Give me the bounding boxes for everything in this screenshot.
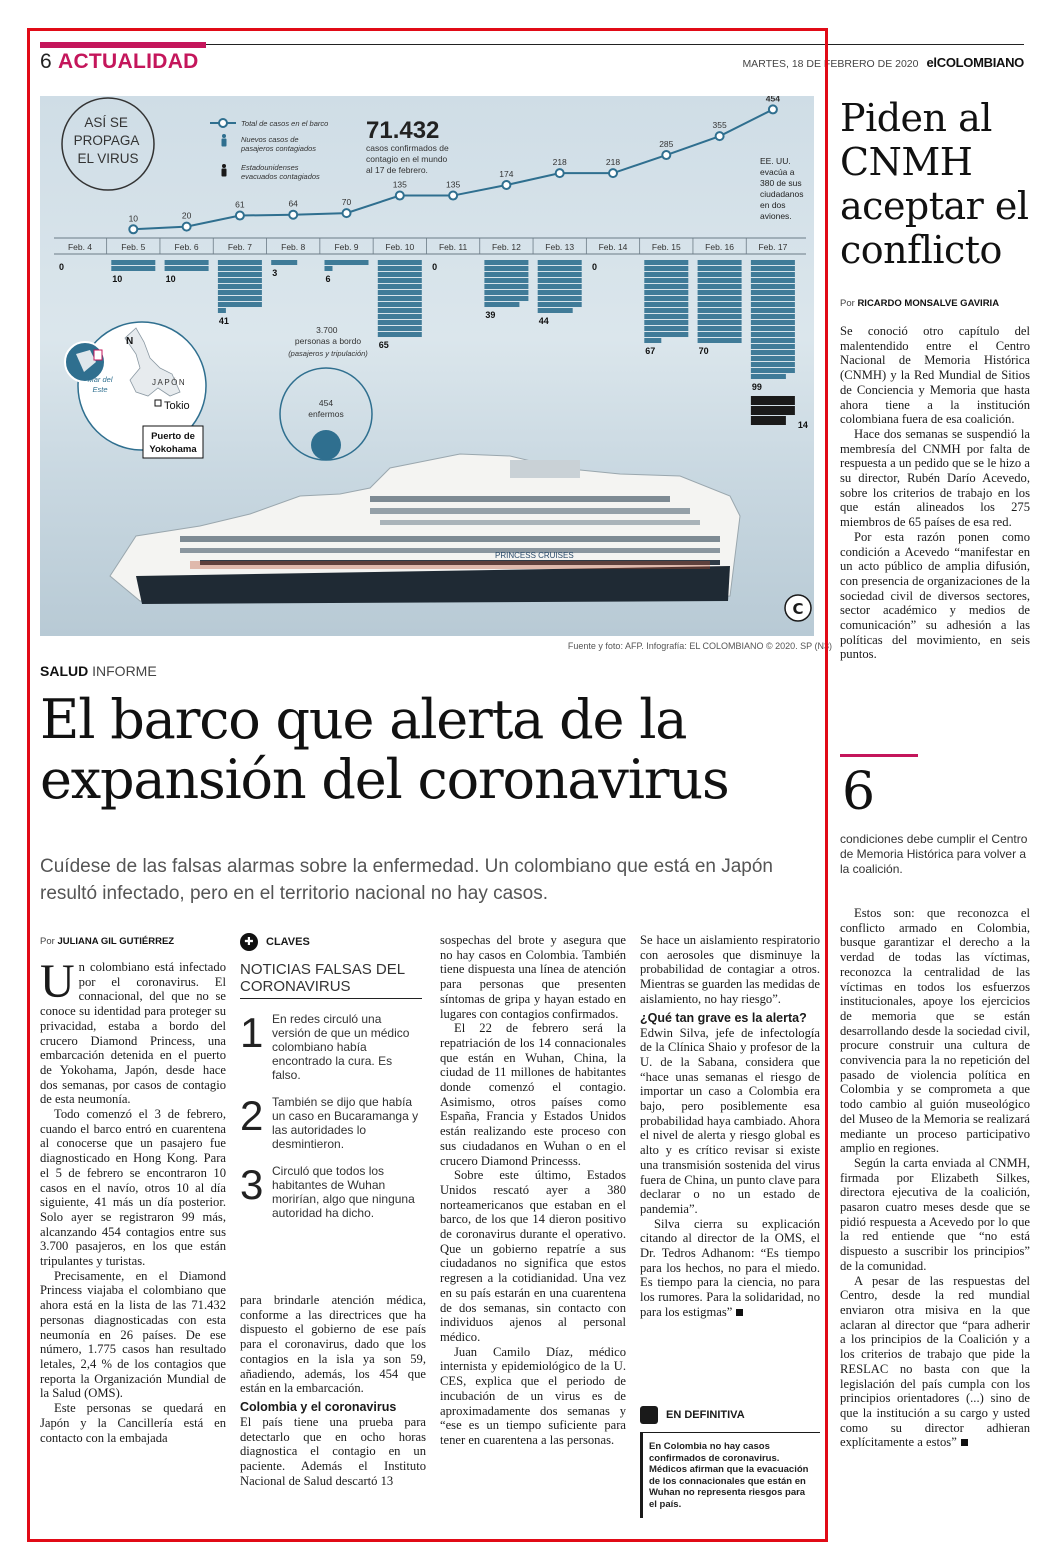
total-cases-point [502, 181, 510, 189]
article-paragraph: Se hace un aislamiento respiratorio con aerosoles que disminuye la probabilidad de contagiar a otros. Mientras se guarden las medidas de aislamiento, no hay riesgo”. [640, 933, 820, 1006]
new-cases-label: 67 [645, 346, 656, 356]
us-evacuee-icon-row [751, 416, 786, 425]
total-cases-label: 355 [712, 120, 727, 131]
people-icon-row [538, 260, 582, 265]
article-subhead: Colombia y el coronavirus [240, 1399, 397, 1414]
total-cases-point [449, 192, 457, 200]
people-icon-row [751, 260, 795, 265]
photo-credit: Fuente y foto: AFP. Infografía: EL COLOMBIANO © 2020. SP (N3) [567, 641, 832, 651]
total-cases-label: 70 [341, 197, 352, 208]
people-icon-row [751, 278, 795, 283]
people-icon-row [644, 296, 688, 301]
people-icon-row [698, 338, 742, 343]
date-tick-label: Feb. 12 [491, 242, 521, 252]
people-icon-row [378, 320, 422, 325]
sidebar-big-number: 6 [842, 762, 876, 822]
date-tick-label: Feb. 9 [334, 242, 359, 252]
new-cases-column [378, 260, 422, 337]
en-definitiva-box [640, 1406, 820, 1518]
article-column-4 [640, 933, 820, 1320]
people-icon-row [218, 284, 262, 289]
section-accent-bar [40, 42, 206, 48]
japan-map [65, 322, 206, 458]
people-icon-row [644, 320, 688, 325]
people-icon-row [644, 260, 688, 265]
infographic-canvas [40, 96, 814, 636]
new-cases-column [271, 260, 297, 265]
people-icon-row [751, 272, 795, 277]
new-cases-label: 3 [272, 268, 278, 278]
people-icon-row [484, 290, 528, 295]
port-label: Puerto de Yokohama [149, 431, 197, 455]
people-icon-row [698, 260, 742, 265]
legend-total-marker [219, 119, 227, 127]
date-tick-label: Feb. 15 [651, 242, 681, 252]
new-cases-column [751, 260, 795, 379]
people-icon-row [378, 314, 422, 319]
sidebar-column-bottom [840, 906, 1030, 1450]
people-icon-row [644, 314, 688, 319]
people-icon-row [751, 326, 795, 331]
summary-badge-icon [640, 1406, 658, 1424]
header-rule [206, 44, 1024, 45]
date-tick-label: Feb. 16 [705, 242, 735, 252]
date-tick-label: Feb. 14 [598, 242, 628, 252]
new-cases-column [538, 260, 582, 313]
article-paragraph: Un colombiano está infectado por el coronavirus. El connacional, del que no se conoce su identidad para proteger su privacidad, estaba a bordo del crucero Diamond Princess, una embarcación detenida en el puerto de Yokohama, Japón, desde hace dos semanas, por casos de contagio de esta neumonía. [40, 955, 226, 1107]
person-icon-dark [222, 164, 227, 177]
people-icon-row [698, 296, 742, 301]
total-cases-point [183, 223, 191, 231]
date-tick-label: Feb. 11 [438, 242, 468, 252]
graphic-title: ASÍ SE PROPAGA EL VIRUS [73, 115, 139, 166]
ship-name: PRINCESS CRUISES [495, 551, 574, 560]
people-icon-row [378, 308, 422, 313]
date-tick-label: Feb. 17 [758, 242, 788, 252]
people-icon-row [484, 278, 528, 283]
total-cases-label: 135 [392, 179, 407, 190]
legend [210, 119, 328, 181]
people-icon-row [644, 332, 688, 337]
people-icon-row [698, 266, 742, 271]
page-number: 6 [40, 50, 52, 73]
people-icon-row [751, 314, 795, 319]
sidebar-big-number-note: condiciones debe cumplir el Centro de Memoria Histórica para volver a la coalición. [840, 832, 1028, 876]
people-icon-row [644, 302, 688, 307]
en-definitiva-tag: EN DEFINITIVA [640, 1406, 820, 1424]
article-paragraph: sospechas del brote y asegura que no hay casos en Colombia. También tiene dispuesta una línea de atención para personas que presenten síntomas de gripa y hayan estado en lugares con contagios confirmados. [440, 933, 626, 1021]
people-icon-row [218, 296, 262, 301]
date-tick-label: Feb. 8 [281, 242, 306, 252]
people-icon-row [378, 302, 422, 307]
new-cases-label: 44 [538, 316, 549, 326]
people-icon-row [378, 284, 422, 289]
total-cases-point [556, 169, 564, 177]
total-cases-point [769, 105, 777, 113]
total-cases-label: 64 [288, 198, 298, 209]
total-cases-label: 218 [605, 157, 621, 168]
people-icon-row [644, 308, 688, 313]
total-cases-point [716, 132, 724, 140]
people-icon-row [378, 326, 422, 331]
people-icon-row [751, 290, 795, 295]
date-tick-label: Feb. 5 [121, 242, 146, 252]
total-cases-label: 61 [235, 199, 245, 210]
claves-item: 3 Circuló que todos los habitantes de Wuhan morirían, algo que ninguna autoridad ha dicho. [240, 1161, 415, 1220]
sidebar-accent-rule [840, 754, 918, 757]
world-cases-number: 71.432 [366, 117, 440, 144]
people-icon-row [218, 260, 262, 265]
sidebar-column-top [840, 298, 1030, 662]
sick-number: 454 [318, 398, 334, 408]
people-icon-row [751, 266, 795, 271]
people-icon-row [484, 284, 528, 289]
issue-date: MARTES, 18 DE FEBRERO DE 2020 [742, 58, 919, 70]
date-tick-label: Feb. 7 [227, 242, 252, 252]
newspaper-brand: elCOLOMBIANO [926, 55, 1024, 70]
people-icon-row [644, 278, 688, 283]
people-icon-row [378, 296, 422, 301]
sidebar-paragraph: Hace dos semanas se suspendió la membresía del CNMH por falta de respuesta a un pedido que se le hizo a su director, Rubén Darío Acevedo, sobre los criterios de trabajo en los que están alineados los 275 miembros de 65 países de esa red. [840, 426, 1030, 530]
people-icon-row [218, 266, 262, 271]
people-icon-row [218, 302, 262, 307]
total-cases-point [289, 211, 297, 219]
people-icon-row [698, 314, 742, 319]
people-icon-row [751, 362, 795, 367]
people-icon-row [698, 284, 742, 289]
key-badge-icon: ✚ [240, 933, 258, 951]
us-evacuation-note: EE. UU. evacúa a 380 de sus ciudadanos en dos aviones. [760, 156, 804, 221]
total-cases-label: 218 [552, 157, 567, 168]
people-icon-row [484, 272, 528, 277]
world-cases-text: casos confirmados de contagio en el mundo al 17 de febrero. [366, 143, 449, 175]
new-cases-column [111, 260, 155, 271]
people-icon-row [751, 338, 795, 343]
total-cases-label: 174 [499, 169, 514, 180]
people-icon-row [698, 290, 742, 295]
new-cases-label: 99 [751, 382, 762, 392]
legend-us-label: Estadounidenses evacuados contagiados [241, 163, 320, 181]
article-paragraph: Todo comenzó el 3 de febrero, cuando el barco entró en cuarentena al conocerse que un pasajero fue diagnosticado en Hong Kong. Para el 5 de febrero se encontraron 10 casos en el navío, otros 10 al día siguiente, 41 más un día posterior. Solo ayer se registraron 99 más, alcanzando 454 contagios entre sus 3.700 pasajeros, en los que están tripulantes y turistas. [40, 1107, 226, 1269]
new-cases-label: 41 [218, 316, 229, 326]
section-label [40, 50, 199, 74]
kicker-type: INFORME [92, 663, 157, 679]
article-byline: Por JULIANA GIL GUTIÉRREZ [40, 936, 175, 947]
sidebar-paragraph: Estos son: que reconozca el conflicto armado en Colombia, busque garantizar el derecho a la verdad de todas las víctimas, reconozca la centralidad de las víctimas en todos los esfuerzos institucionales, apoye los ejercicios de memoria que se están desarrollando desde la sociedad civil, procure construir una cultura de convivencia para la no repetición del pasado de violencia política en Colombia y se comprometa a que todo cambio al guión museológico del Museo de la Memoria se realizará mediante un proceso participativo amplio en regiones. [840, 906, 1030, 1156]
dateline [742, 56, 1024, 71]
date-tick-label: Feb. 13 [545, 242, 575, 252]
cruise-ship-illustration [110, 454, 740, 604]
article-deck: Cuídese de las falsas alarmas sobre la enfermedad. Un colombiano que está en Japón resultó infectado, pero en el territorio nacional no hay casos. [40, 856, 773, 904]
article-kicker [40, 663, 157, 679]
people-icon-row [698, 320, 742, 325]
people-icon-row [538, 290, 582, 295]
people-icon-row [644, 272, 688, 277]
people-icon-row [484, 266, 528, 271]
sick-circle [311, 430, 341, 460]
city-label: Tokio [164, 400, 190, 412]
people-icon-row [751, 332, 795, 337]
new-cases-label: 6 [325, 274, 331, 284]
legend-total-label: Total de casos en el barco [241, 119, 329, 128]
new-cases-column [218, 260, 262, 313]
new-cases-label: 10 [112, 274, 123, 284]
people-icon-row [751, 344, 795, 349]
total-cases-point [236, 212, 244, 220]
people-icon-row [751, 302, 795, 307]
people-icon-row [644, 326, 688, 331]
people-icon-row [165, 266, 209, 271]
claves-title: NOTICIAS FALSAS DEL CORONAVIRUS [240, 961, 422, 999]
total-cases-label: 285 [659, 139, 674, 150]
people-icon-row [538, 302, 582, 307]
claves-item: 1 En redes circuló una versión de que un médico colombiano había encontrado la cura. Es falso. [240, 1009, 410, 1082]
people-icon-row [644, 338, 661, 343]
person-icon [222, 134, 227, 147]
people-icon-row [378, 260, 422, 265]
us-evacuee-icon-row [751, 396, 795, 405]
total-cases-label: 10 [128, 213, 139, 224]
people-icon-row [484, 296, 528, 301]
sidebar-paragraph: Por esta razón ponen como condición a Acevedo “manifestar en un acto público de amplia difusión, con presencia de organizaciones de la sociedad civil de diversos sectores, sector académico y medios de comunicación” su adhesión a las políticas del movimiento, en seis puntos. [840, 529, 1030, 662]
date-tick-label: Feb. 10 [385, 242, 415, 252]
people-icon-row [484, 260, 528, 265]
people-icon-row [111, 260, 155, 265]
people-icon-row [698, 326, 742, 331]
new-cases-label: 10 [165, 274, 176, 284]
people-icon-row [698, 272, 742, 277]
people-icon-row [751, 368, 795, 373]
logo-letter: C [792, 600, 804, 618]
total-cases-line [133, 109, 773, 229]
article-column-1 [40, 936, 226, 1445]
end-mark-icon [736, 1309, 743, 1316]
new-cases-label: 0 [432, 262, 438, 272]
total-cases-label: 454 [765, 96, 780, 104]
people-icon-row [484, 302, 519, 307]
people-icon-row [378, 272, 422, 277]
article-column-2 [240, 1293, 426, 1488]
new-cases-column [325, 260, 369, 271]
sidebar-paragraph: Se conoció otro capítulo del malentendido entre el Centro Nacional de Memoria Histórica (CNMH) y la Red Mundial de Sitios de Conciencia y Memoria que hasta ahora tiene a la institución colombiana fuera de esa coalición. [840, 324, 1030, 427]
legend-new-label: Nuevos casos de pasajeros contagiados [241, 135, 317, 153]
new-cases-label: 70 [698, 346, 709, 356]
article-paragraph: Este personas se quedará en Japón y la Cancillería está en contacto con la embajada [40, 1401, 226, 1445]
sidebar-paragraph: Según la carta enviada al CNMH, firmada por Elizabeth Silkes, directora ejecutiva de la coalición, pasaron cuatro meses desde que se pidió respuesta a Acevedo por lo que la red entiende que “no está dispuesto a suscribir los principios” de la comunidad. [840, 1155, 1030, 1273]
city-marker [155, 400, 161, 406]
country-label: JAPÓN [152, 378, 187, 387]
section-name: ACTUALIDAD [57, 50, 199, 73]
article-paragraph: para brindarle atención médica, conforme a las directrices que ha dispuesto el gobierno de ese país para el coronavirus, dado que los contagios en la isla ya son 59, añadiendo, además, los 454 que están en la embarcación. [240, 1293, 426, 1396]
sidebar-headline: Piden al CNMH aceptar el conflicto [840, 96, 1029, 272]
people-icon-row [218, 290, 262, 295]
people-icon-row [751, 308, 795, 313]
total-cases-point [343, 209, 351, 217]
people-icon-row [751, 320, 795, 325]
total-cases-point [609, 169, 617, 177]
article-paragraph: El 22 de febrero será la repatriación de los 14 connacionales que están en Wuhan, China, la ciudad de 11 millones de habitantes donde comenzó el contagio. Asimismo, otros países como España, Francia y Estados Unidos están realizando este proceso con sus ciudadanos en Wuhan o en el crucero Diamond Princesss. [440, 1021, 626, 1168]
people-icon-row [538, 278, 582, 283]
total-cases-point [396, 192, 404, 200]
us-evacuees-label: 14 [797, 420, 808, 430]
new-cases-label: 39 [485, 310, 496, 320]
people-icon-row [644, 284, 688, 289]
article-paragraph: Juan Camilo Díaz, médico internista y epidemiológico de la U. CES, explica que el periodo de incubación de un virus es de aproximadamente dos semanas y “ese es un tiempo suficiente para tener en cuarentena a las personas. [440, 1344, 626, 1447]
people-icon-row [751, 356, 795, 361]
people-icon-row [698, 332, 742, 337]
article-paragraph: Edwin Silva, jefe de infectología de la Clínica Shaio y profesor de la U. de la Sabana, considera que “hace unas semanas el riesgo de importar un caso a Colombia era bajo, pero posiblemente esa probabilidad haya cambiado. Ahora el nivel de alerta y riesgo global es alto y es crítico revisar si existe una transmisión sostenida del virus fuera de China, un punto clave para declarar o no un estado de pandemia”. [640, 1025, 820, 1216]
new-cases-label: 65 [378, 340, 389, 350]
sea-label: Mar del Este [87, 375, 113, 394]
people-icon-row [698, 302, 742, 307]
article-headline: El barco que alerta de la expansión del coronavirus [40, 688, 729, 811]
people-icon-row [698, 308, 742, 313]
people-icon-row [111, 266, 155, 271]
people-icon-row [751, 284, 795, 289]
drop-cap: U [40, 955, 75, 1008]
new-cases-column [644, 260, 688, 343]
north-indicator: N [126, 336, 134, 347]
people-icon-row [378, 266, 422, 271]
people-icon-row [538, 284, 582, 289]
people-icon-row [378, 278, 422, 283]
new-cases-label: 0 [59, 262, 65, 272]
sick-label: enfermos [308, 409, 344, 419]
total-cases-point [662, 151, 670, 159]
people-icon-row [644, 266, 688, 271]
people-icon-row [218, 308, 226, 313]
en-definitiva-text: En Colombia no hay casos confirmados de coronavirus. Médicos afirman que la evacuación de los connacionales que están en Wuhan no representa riesgos para el país. [640, 1432, 820, 1518]
people-icon-row [644, 290, 688, 295]
people-icon-row [378, 332, 422, 337]
people-aboard-label: 3.700 personas a bordo [294, 325, 362, 346]
article-paragraph: El país tiene una prueba para detectarlo que en ocho horas diagnostica el contagio en un paciente. Además el Instituto Nacional de Salud descartó 13 [240, 1414, 426, 1488]
end-mark-icon [961, 1439, 968, 1446]
kicker-section: SALUD [40, 663, 89, 679]
people-icon-row [218, 278, 262, 283]
total-cases-point [129, 225, 137, 233]
people-aboard-sub: (pasajeros y tripulación) [288, 349, 368, 358]
claves-box [240, 933, 422, 1288]
people-icon-row [325, 266, 333, 271]
new-cases-column [165, 260, 209, 271]
people-icon-row [218, 272, 262, 277]
people-icon-row [165, 260, 209, 265]
people-icon-row [751, 296, 795, 301]
sidebar-paragraph: A pesar de las respuestas del Centro, desde la red mundial enviaron otra misiva en la que aclaran al director que “para adherir a los principios de la Coalición y a los criterios de trabajo que pide la RESLAC no basta con que la legislación del país cumpla con los principios orientadores (...) sino de que la institución a su cargo y usted como su director adhieran explícitamente a estos” [840, 1273, 1030, 1450]
total-cases-label: 135 [446, 179, 461, 190]
article-column-3 [440, 933, 626, 1448]
people-icon-row [538, 266, 582, 271]
people-icon-row [751, 374, 786, 379]
new-cases-label: 0 [592, 262, 598, 272]
people-icon-row [698, 278, 742, 283]
article-paragraph: Precisamente, en el Diamond Princess viajaba el colombiano que ahora está en la lista de las 71.432 personas diagnosticadas con esta neumonía en 26 países. De ese número, 1.775 casos han resultado letales, 2,4 % de los contagios que reporta la Organización Mundial de la Salud (OMS). [40, 1268, 226, 1401]
infographic [40, 96, 814, 636]
people-icon-row [751, 350, 795, 355]
new-cases-column [484, 260, 528, 307]
people-icon-row [271, 260, 297, 265]
us-evacuee-icon-row [751, 406, 795, 415]
claves-item: 2 También se dijo que había un caso en Bucaramanga y las autoridades lo desmintieron. [240, 1092, 419, 1151]
total-cases-label: 20 [181, 210, 192, 221]
article-subhead: ¿Qué tan grave es la alerta? [640, 1010, 807, 1025]
claves-tag: ✚ CLAVES [240, 933, 422, 951]
new-cases-column [698, 260, 742, 343]
sidebar-byline: Por RICARDO MONSALVE GAVIRIA [840, 298, 1000, 309]
people-icon-row [538, 296, 582, 301]
people-icon-row [538, 308, 573, 313]
article-paragraph: Sobre este último, Estados Unidos rescató ayer a 380 norteamericanos que estaban en el barco, de los que 14 dieron positivo de coronavirus durante el operativo. Que un gobierno repatríe a sus ciudadanos no significa que estos regresen a la cotidianidad. Una vez en su país estarán en una cuarentena de dos semanas, sin contacto con individuos ajenos al personal médico. [440, 1168, 626, 1344]
people-icon-row [325, 260, 369, 265]
people-icon-row [538, 272, 582, 277]
date-tick-label: Feb. 4 [67, 242, 93, 252]
date-tick-label: Feb. 6 [174, 242, 199, 252]
article-paragraph: Silva cierra su explicación citando al director de la OMS, el Dr. Tedros Adhanom: “Es tiempo para los hechos, no para el miedo. Es tiempo para la ciencia, no para los rumores. Para la solidaridad, no para los estigmas” [640, 1216, 820, 1319]
people-icon-row [378, 290, 422, 295]
